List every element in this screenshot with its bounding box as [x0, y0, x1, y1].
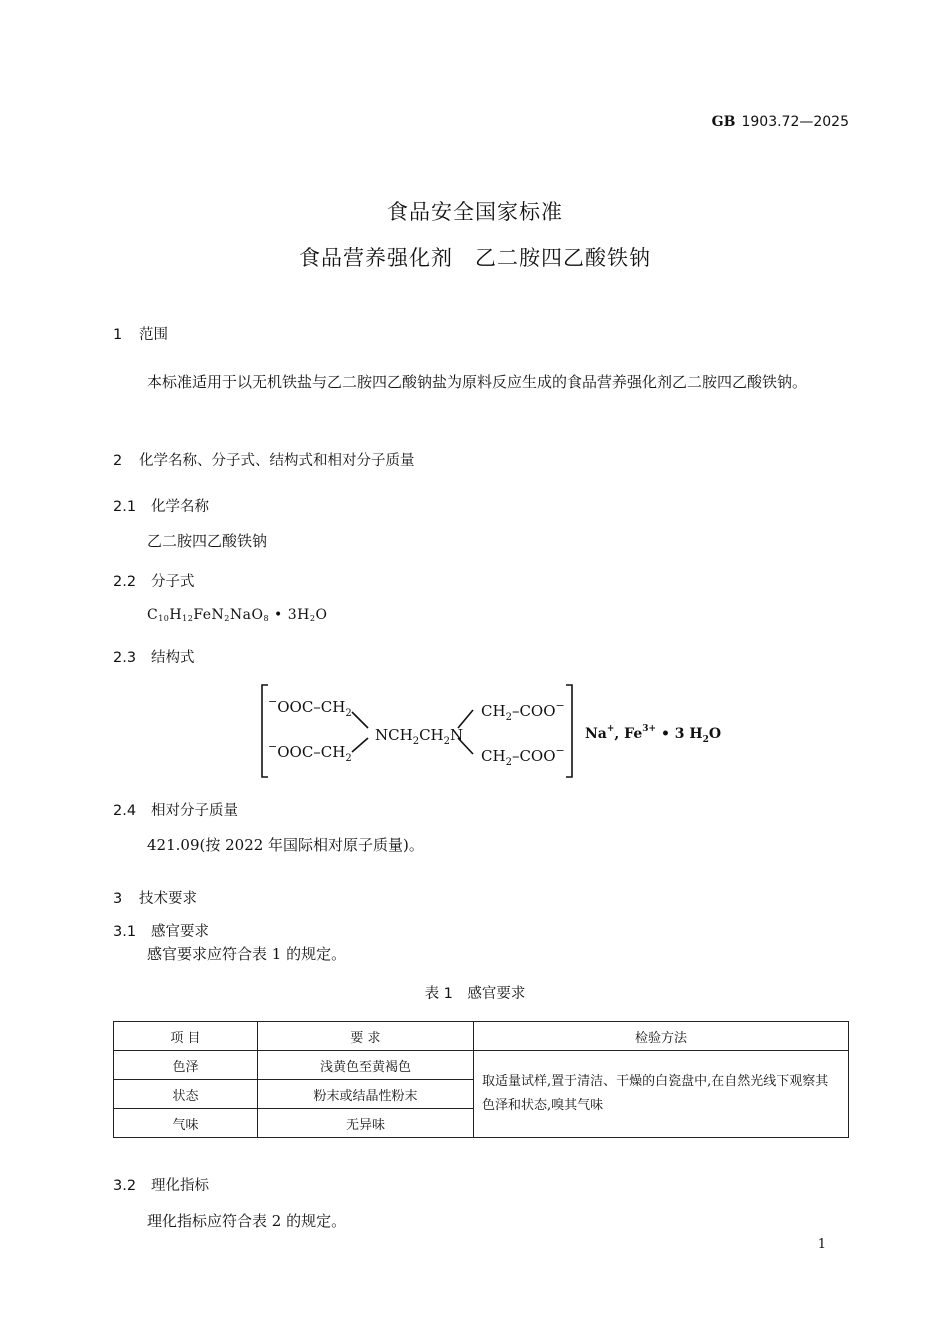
section-number: 1: [113, 327, 123, 343]
section-1-heading: [113, 323, 168, 344]
formula-part: NaO: [229, 607, 264, 623]
table-cell-item: 气味: [114, 1109, 258, 1138]
formula-part: • 3H: [269, 607, 310, 623]
table-1: [113, 1021, 849, 1138]
section-title: 理化指标: [151, 1178, 209, 1194]
table-1-caption: 表 1 感官要求: [424, 986, 526, 1002]
standard-number: 1903.72—2025: [741, 114, 849, 130]
section-title: 范围: [139, 327, 168, 343]
table-cell-requirement: 无异味: [258, 1109, 474, 1138]
section-3-2-body: 理化指标应符合表 2 的规定。: [147, 1212, 347, 1230]
structure-group-right-bottom: $CH_2-COO^-$: [481, 744, 565, 768]
table-row: [114, 1051, 849, 1080]
section-3-heading: [113, 887, 197, 908]
table-header-cell: 检验方法: [474, 1022, 849, 1051]
standard-prefix: GB: [711, 114, 736, 130]
section-title: 感官要求: [151, 924, 209, 940]
standard-code: [712, 114, 849, 130]
formula-subscript: 8: [263, 614, 270, 623]
formula-subscript: 10: [158, 614, 170, 623]
section-1-body: 本标准适用于以无机铁盐与乙二胺四乙酸钠盐为原料反应生成的食品营养强化剂乙二胺四乙酸铁钠。: [147, 373, 808, 391]
formula-subscript: 12: [182, 614, 194, 623]
bond-line: [352, 738, 368, 752]
section-3-1-heading: [113, 920, 209, 941]
molecular-mass: 421.09(按 2022 年国际相对原子质量)。: [147, 836, 424, 854]
structure-group-left-bottom: $^-OOC-CH_2$: [268, 740, 352, 764]
formula-part: O: [315, 607, 328, 623]
section-number: 2.3: [113, 650, 137, 666]
section-3-1-body: 感官要求应符合表 1 的规定。: [147, 945, 347, 963]
document-title: 食品安全国家标准: [387, 200, 563, 224]
section-3-2-heading: [113, 1174, 209, 1195]
table-cell-requirement: 粉末或结晶性粉末: [258, 1080, 474, 1109]
section-title: 结构式: [151, 650, 195, 666]
section-title: 相对分子质量: [151, 803, 238, 819]
formula-part: FeN: [193, 607, 225, 623]
section-number: 2: [113, 453, 123, 469]
section-2-2-heading: [113, 570, 195, 591]
section-title: 化学名称: [151, 499, 209, 515]
section-number: 2.1: [113, 499, 137, 515]
table-cell-item: 状态: [114, 1080, 258, 1109]
structure-group-right-top: $CH_2-COO^-$: [481, 699, 565, 723]
section-2-3-heading: [113, 646, 195, 667]
structure-counter-ions: Na+, $Fe^{3+}$ • 3 $H_2O$: [585, 724, 722, 745]
section-title: 分子式: [151, 574, 195, 590]
document-subtitle: 食品营养强化剂 乙二胺四乙酸铁钠: [299, 246, 651, 270]
table-cell-item: 色泽: [114, 1051, 258, 1080]
structure-center: $NCH_2CH_2N$: [375, 726, 464, 747]
table-cell-method: 取适量试样,置于清洁、干燥的白瓷盘中,在自然光线下观察其色泽和状态,嗅其气味: [474, 1051, 849, 1138]
section-number: 3: [113, 891, 123, 907]
page-number: 1: [817, 1237, 826, 1252]
table-header-cell: 项 目: [114, 1022, 258, 1051]
section-2-heading: [113, 449, 415, 470]
section-title: 技术要求: [139, 891, 197, 907]
table-header-cell: 要 求: [258, 1022, 474, 1051]
section-2-4-heading: [113, 799, 238, 820]
structure-group-left-top: $^-OOC-CH_2$: [268, 695, 352, 719]
table-cell-requirement: 浅黄色至黄褐色: [258, 1051, 474, 1080]
formula-part: H: [169, 607, 183, 623]
formula-subscript: 2: [309, 614, 316, 623]
molecular-formula: [147, 607, 327, 623]
section-2-1-heading: [113, 495, 209, 516]
table-header-row: [114, 1022, 849, 1051]
bond-line: [352, 712, 368, 728]
section-number: 3.1: [113, 924, 137, 940]
section-title: 化学名称、分子式、结构式和相对分子质量: [139, 453, 415, 469]
section-number: 2.4: [113, 803, 137, 819]
right-bracket: [566, 685, 572, 777]
formula-part: C: [147, 607, 159, 623]
section-number: 2.2: [113, 574, 137, 590]
section-number: 3.2: [113, 1178, 137, 1194]
structural-formula: [255, 680, 725, 784]
formula-subscript: 2: [224, 614, 230, 623]
chemical-name: 乙二胺四乙酸铁钠: [147, 532, 268, 550]
